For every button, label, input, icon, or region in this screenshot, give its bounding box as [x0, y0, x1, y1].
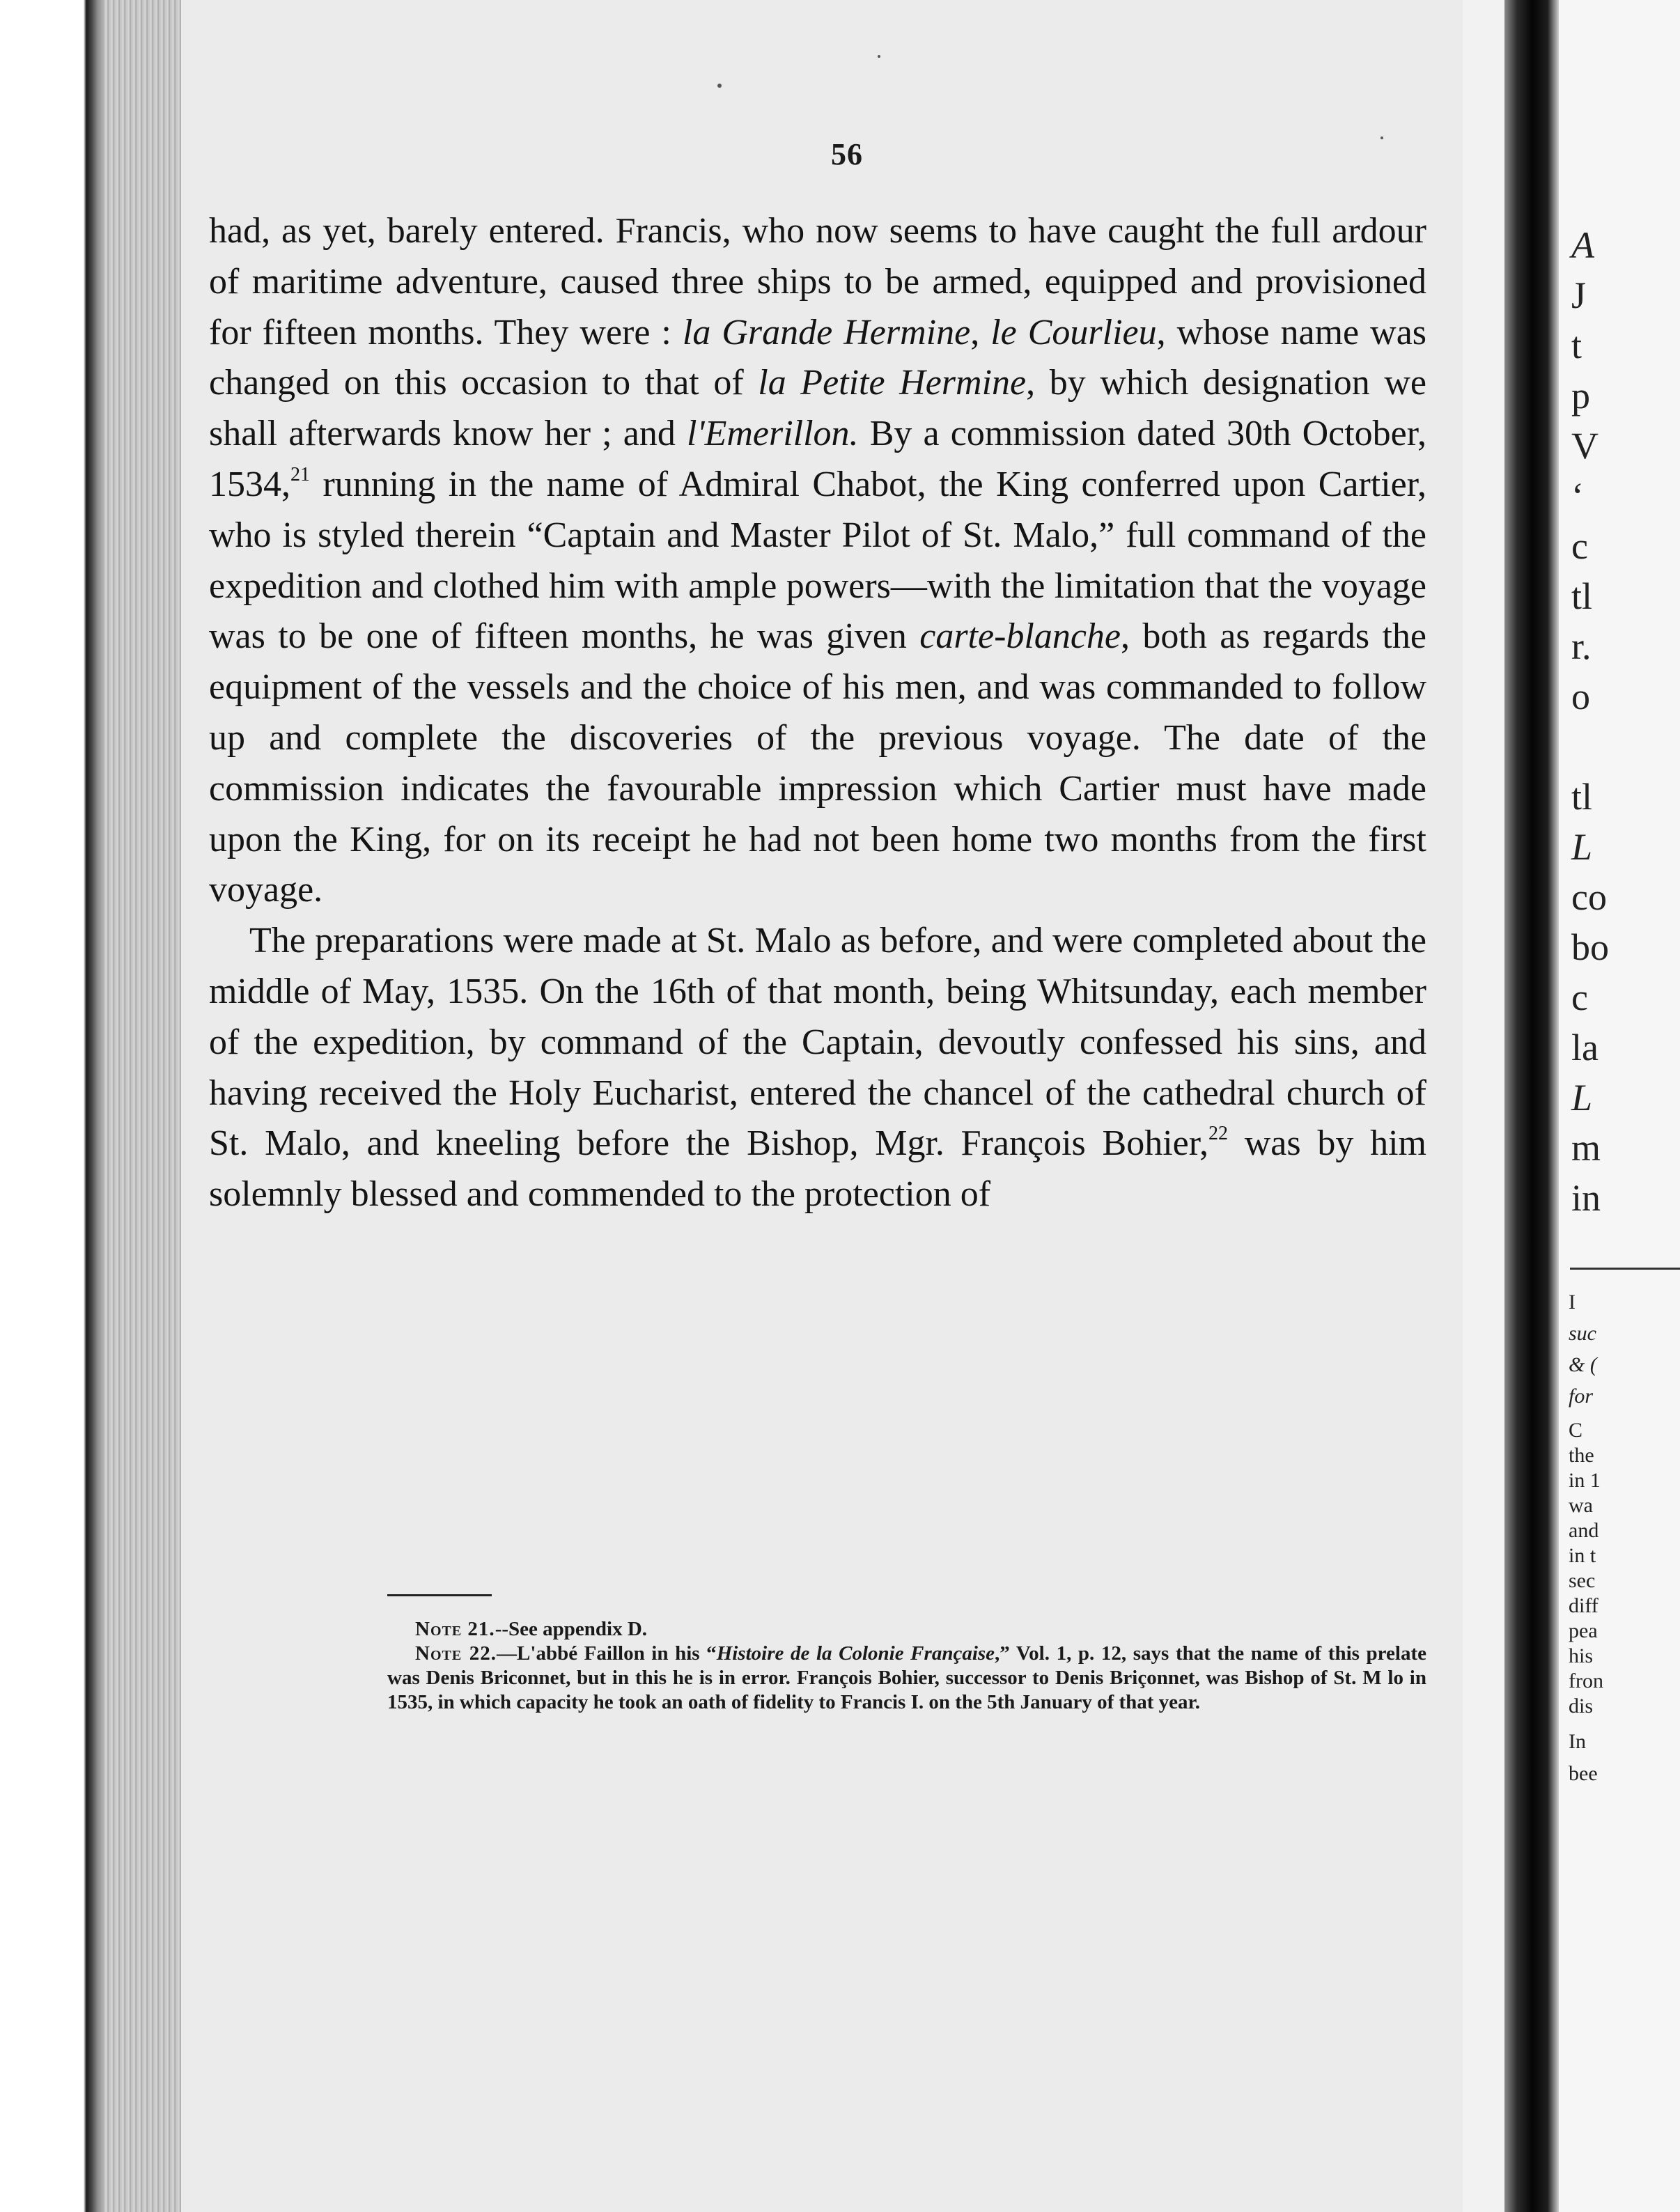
facing-page-fragment: J [1571, 274, 1587, 316]
note-label: Note 22. [415, 1642, 497, 1665]
facing-page-fragment: fron [1569, 1669, 1603, 1692]
facing-page-fragment: the [1569, 1444, 1594, 1467]
footnote [387, 1617, 1426, 1642]
book-spine [1504, 0, 1559, 2212]
facing-page-fragment: r. [1571, 625, 1592, 667]
text-run: , [970, 312, 991, 352]
facing-page-fragment: L [1571, 826, 1593, 868]
italic-text: la Petite Hermine [758, 363, 1027, 403]
footnote-reference: 22 [1208, 1123, 1228, 1145]
text-run: --See appendix D. [495, 1618, 648, 1640]
facing-page-fragment: co [1571, 876, 1607, 918]
italic-text: la Grande Hermine [682, 312, 971, 352]
text-run: —L'abbé Faillon in his “ [497, 1642, 717, 1665]
text-run: By a commission dated 30th October, 1534, [209, 414, 1426, 504]
facing-page-fragment: p [1571, 375, 1590, 416]
paper-speck [717, 84, 722, 88]
facing-page-fragment: his [1569, 1644, 1594, 1667]
facing-page-fragment: bee [1569, 1762, 1598, 1785]
page-number: 56 [831, 137, 863, 171]
facing-page-fragment: & ( [1569, 1353, 1597, 1376]
facing-page-fragment: in t [1569, 1544, 1596, 1567]
facing-page-fragment: A [1571, 224, 1594, 266]
facing-page-fragment: ‘ [1571, 475, 1584, 517]
facing-page-fragment: tl [1571, 776, 1593, 818]
text-run: ,” Vol. 1, p. 12, says that the name of this prelate was Denis Briconnet, but in this he is in error. François Bohier, successor to Denis Briçonnet, was Bishop of St. M lo in 1535, in which capacity he took an oath of fidelity to Francis I. on the 5th January of that year. [387, 1642, 1426, 1713]
facing-page-fragment: L [1571, 1077, 1593, 1119]
paragraph [209, 916, 1426, 1220]
facing-page-fragment: C [1569, 1419, 1583, 1442]
facing-page-fragment: t [1571, 325, 1582, 366]
facing-page-fragment: wa [1569, 1494, 1593, 1517]
italic-text: Histoire de la Colonie Française [716, 1642, 995, 1665]
facing-page-fragment: dis [1569, 1695, 1594, 1718]
facing-page-fragment: In [1569, 1730, 1586, 1753]
page-leaf-edges [104, 0, 181, 2212]
text-run: , both as regards the equipment of the vessels and the choice of his men, and was commanded to follow up and complete the discoveries of the previous voyage. The date of the commission indicates the favourable impression which Cartier must have made upon the King, for on its receipt he had not been home two months from the first voyage. [209, 616, 1426, 910]
text-run: running in the name of Admiral Chabot, the King conferred upon Cartier, who is styled therein “Captain and Master Pilot of St. Malo,” full command of the expedition and clothed him with ample powers—with the limitation that the voyage was to be one of fifteen months, he was given [209, 464, 1426, 657]
text-run: , whose name was changed on this occasion to that of [209, 312, 1427, 403]
facing-page-fragment: tl [1571, 575, 1593, 617]
footnotes [387, 1617, 1426, 1715]
book-binding-edge [0, 0, 104, 2212]
facing-page-fragment: in [1571, 1177, 1601, 1219]
italic-text: le Courlieu [990, 312, 1157, 352]
facing-page-fragment: and [1569, 1519, 1599, 1542]
facing-page-fragment: suc [1569, 1322, 1596, 1345]
footnote [387, 1642, 1426, 1715]
italic-text: l'Emerillon. [687, 414, 859, 454]
facing-page-fragment: V [1571, 425, 1599, 467]
text-run: , by which designation we shall afterwards know her ; and [209, 363, 1426, 454]
facing-page-fragment: I [1569, 1291, 1576, 1314]
text-run: The preparations were made at St. Malo as before, and were completed about the middle of May, 1535. On the 16th of that month, being Whitsunday, each member of the expedition, by command of the Captain, devoutly confessed his sins, and having received the Holy Eucharist, entered the chancel of the cathedral church of St. Malo, and kneeling before the Bishop, Mgr. François Bohier, [209, 921, 1426, 1164]
facing-page-fragment: for [1569, 1385, 1594, 1408]
facing-page-fragment: c [1571, 976, 1588, 1018]
facing-page-fragment: la [1571, 1027, 1599, 1068]
note-label: Note 21. [415, 1618, 495, 1640]
facing-page-fragment: bo [1571, 926, 1609, 968]
footnote-divider [387, 1594, 492, 1596]
facing-page-fragment: diff [1569, 1594, 1599, 1617]
facing-page-fragment: in 1 [1569, 1469, 1601, 1492]
italic-text: carte-blanche [919, 616, 1121, 657]
footnote-reference: 21 [290, 463, 310, 485]
text-run: had, as yet, barely entered. Francis, who now seems to have caught the full ardour of maritime adventure, caused three ships to be armed, equipped and provisioned for fifteen months. They were : [209, 211, 1426, 352]
facing-page-fragment: pea [1569, 1619, 1598, 1642]
facing-page-fragment: c [1571, 525, 1588, 567]
facing-page-footnote-rule [1570, 1268, 1680, 1270]
body-text [209, 206, 1426, 1220]
facing-page-fragment: m [1571, 1127, 1601, 1169]
paragraph [209, 206, 1426, 916]
facing-page-edge [1559, 0, 1680, 2212]
facing-page-fragment: sec [1569, 1569, 1596, 1592]
paper-speck [878, 55, 880, 58]
facing-page-fragment: o [1571, 676, 1590, 717]
text-run: was by him solemnly blessed and commended to the protection of [209, 1123, 1426, 1215]
